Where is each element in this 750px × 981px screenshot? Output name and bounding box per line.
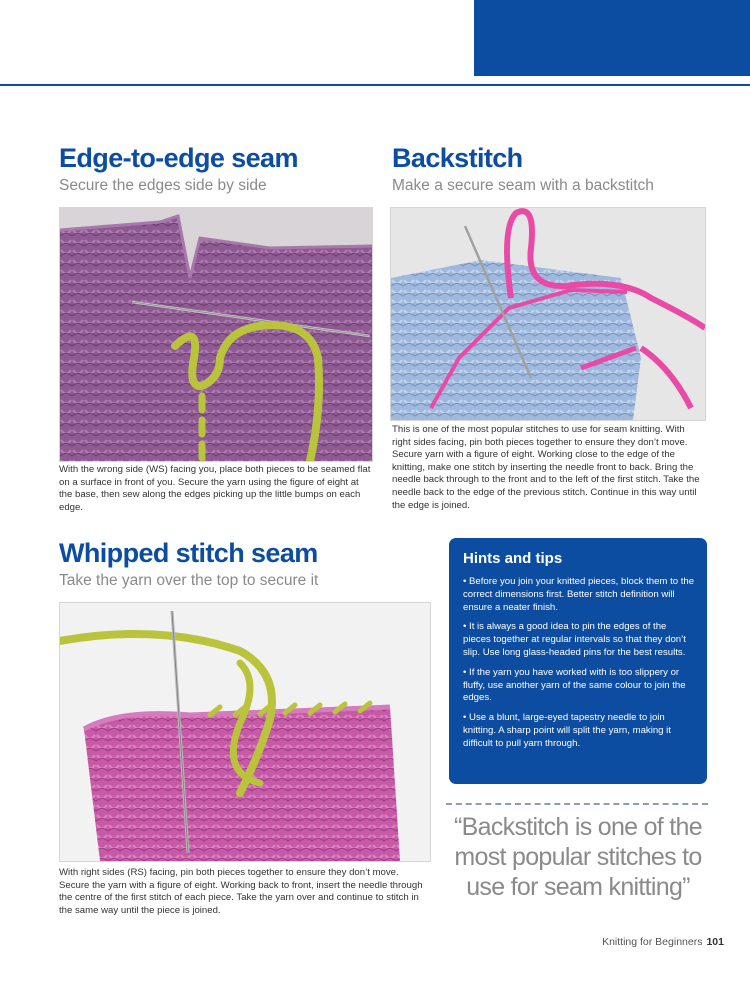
hint-item: • If the yarn you have worked with is too slippery or fluffy, use another yarn of the same colour to join the edges.	[463, 666, 686, 704]
footer-book-title: Knitting for Beginners	[602, 936, 703, 948]
whipped-body: With right sides (RS) facing, pin both pieces together to ensure they don’t move. Secure the yarn with a figure of eight. Working back to front, insert the needle through the centre of the first stitch of each piece. Take the yarn over and continue to stitch in the same way until the piece is joined.	[59, 867, 423, 916]
edge-to-edge-title: Edge-to-edge seam	[59, 143, 298, 173]
quote-divider	[446, 803, 708, 805]
header-color-block	[474, 0, 750, 76]
pull-quote: “Backstitch is one of the most popular stitches to use for seam knitting”	[454, 813, 702, 901]
backstitch-photo	[390, 207, 706, 421]
backstitch-subtitle: Make a secure seam with a backstitch	[392, 177, 654, 194]
whipped-title: Whipped stitch seam	[59, 538, 318, 568]
edge-to-edge-subtitle: Secure the edges side by side	[59, 177, 267, 194]
hint-item: • Use a blunt, large-eyed tapestry needle to join knitting. A sharp point will split the yarn, making it difficult to pull yarn through.	[463, 712, 671, 749]
header-rule	[0, 84, 750, 86]
hint-item: • Before you join your knitted pieces, block them to the correct dimensions first. Better stitch definition will ensure a neater finish.	[463, 576, 695, 613]
edge-to-edge-photo	[59, 207, 373, 462]
whipped-photo	[59, 602, 431, 862]
backstitch-body: This is one of the most popular stitches to use for seam knitting. With right sides facing, pin both pieces together to ensure they don’t move. Secure yarn with a figure of eight. Working close to the edge of the knitting, make one stitch by inserting the needle front to back. Bring the needle back through to the front and to the left of the first stitch. Take the needle back to the edge of the previous stitch. Continue in this way until the edge is joined.	[392, 424, 700, 511]
hint-item: • It is always a good idea to pin the edges of the pieces together at regular intervals so that they don’t slip. Use long glass-headed pins for the best results.	[463, 621, 686, 658]
edge-to-edge-body: With the wrong side (WS) facing you, place both pieces to be seamed flat on a surface in front of you. Secure the yarn using the figure of eight at the base, then sew along the edges picking up the little bumps on each edge.	[59, 464, 371, 513]
hints-and-tips-box	[449, 538, 707, 784]
whipped-subtitle: Take the yarn over the top to secure it	[59, 572, 319, 589]
backstitch-title: Backstitch	[392, 143, 523, 173]
page-number: 101	[706, 936, 724, 948]
hints-title: Hints and tips	[463, 550, 563, 567]
page-footer	[602, 936, 724, 948]
